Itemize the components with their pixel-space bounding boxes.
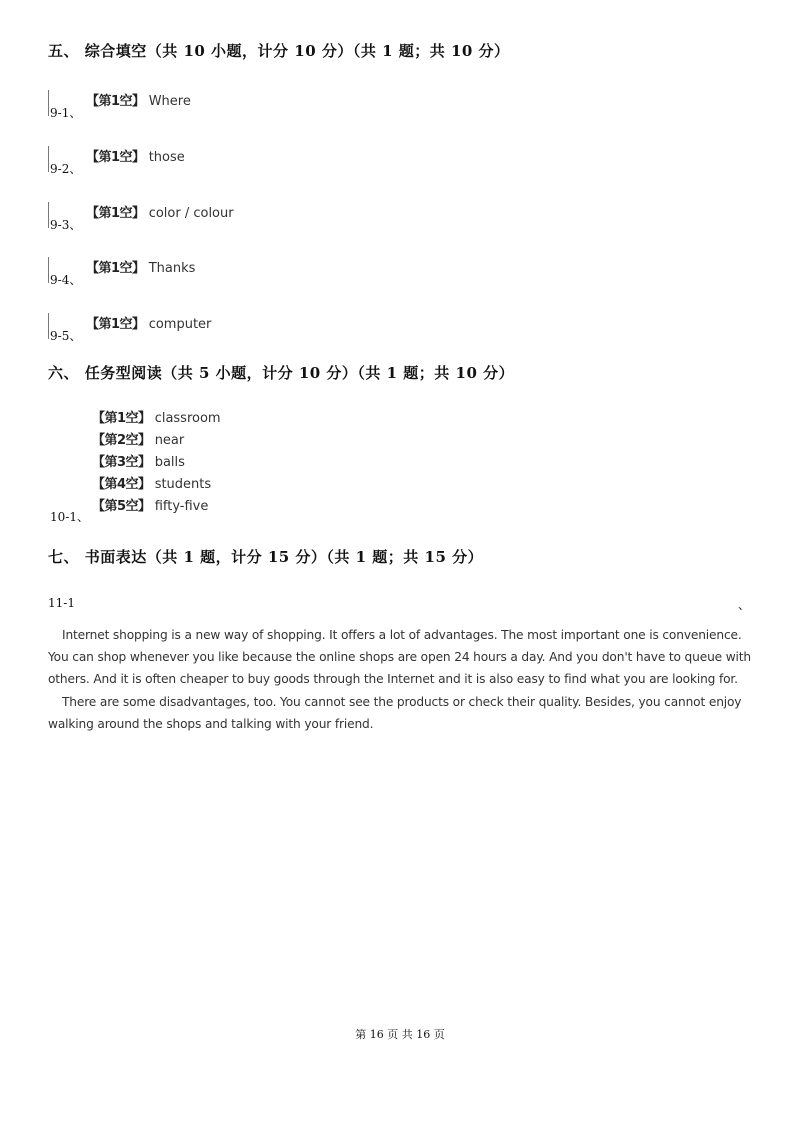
section-7-title: 七、 书面表达（共 1 题，计分 15 分）（共 1 题；共 15 分） [48,548,484,566]
essay-paragraph: Internet shopping is a new way of shopping. It offers a lot of advantages. The most important one is convenience. You can shop whenever you like because the online shops are open 24 hours a day. And you don't have to queue with others. And it is often cheaper to buy goods through the Internet and it is also easy to find what you are looking for. [48,628,751,687]
list-item [92,498,221,520]
answer-value: computer [148,317,212,332]
answer-text [86,313,211,332]
answer-divider [48,202,49,228]
section-5-title: 五、 综合填空（共 10 小题，计分 10 分）（共 1 题；共 10 分） [48,42,510,60]
answer-divider [48,146,49,172]
answer-value: Where [148,94,191,109]
question-number: 9-3、 [50,218,82,232]
question-number: 9-4、 [50,273,82,287]
question-number: 10-1、 [50,510,89,524]
blank-tag: 【第1空】 [86,317,145,332]
blank-tag: 【第1空】 [86,261,145,276]
answer-value: those [148,150,185,165]
separator-mark: 、 [738,598,751,612]
question-number: 9-2、 [50,162,82,176]
essay-answer [48,624,760,735]
fill-item-9-1 [46,90,446,130]
blank-tag: 【第1空】 [86,150,145,165]
answer-text [86,202,234,221]
fill-item-9-4 [46,257,446,297]
answer-text [86,257,195,276]
blank-tag: 【第2空】 [92,433,151,448]
answer-value: fifty-five [154,499,209,514]
answer-list [92,410,221,520]
answer-value: Thanks [148,261,196,276]
blank-tag: 【第4空】 [92,477,151,492]
reading-answers [48,410,448,530]
fill-item-9-3 [46,202,446,242]
answer-value: students [154,477,212,492]
page-footer: 第 16 页 共 16 页 [355,1028,445,1041]
blank-tag: 【第5空】 [92,499,151,514]
answer-divider [48,313,49,339]
list-item [92,476,221,498]
question-number: 9-5、 [50,329,82,343]
section-6-title: 六、 任务型阅读（共 5 小题，计分 10 分）（共 1 题；共 10 分） [48,364,515,382]
answer-divider [48,257,49,283]
essay-paragraph: There are some disadvantages, too. You cannot see the products or check their quality. Besides, you cannot enjoy walking around the shops and talking with your friend. [48,694,742,731]
blank-tag: 【第3空】 [92,455,151,470]
list-item [92,454,221,476]
answer-divider [48,90,49,116]
answer-text [86,90,191,109]
list-item [92,432,221,454]
blank-tag: 【第1空】 [86,206,145,221]
blank-tag: 【第1空】 [92,411,151,426]
answer-value: classroom [154,411,221,426]
answer-value: near [154,433,185,448]
answer-text [86,146,185,165]
list-item [92,410,221,432]
blank-tag: 【第1空】 [86,94,145,109]
answer-value: balls [154,455,185,470]
fill-item-9-5 [46,313,446,353]
question-number: 9-1、 [50,106,82,120]
answer-value: color / colour [148,206,234,221]
question-number: 11-1 [48,596,75,610]
fill-item-9-2 [46,146,446,186]
